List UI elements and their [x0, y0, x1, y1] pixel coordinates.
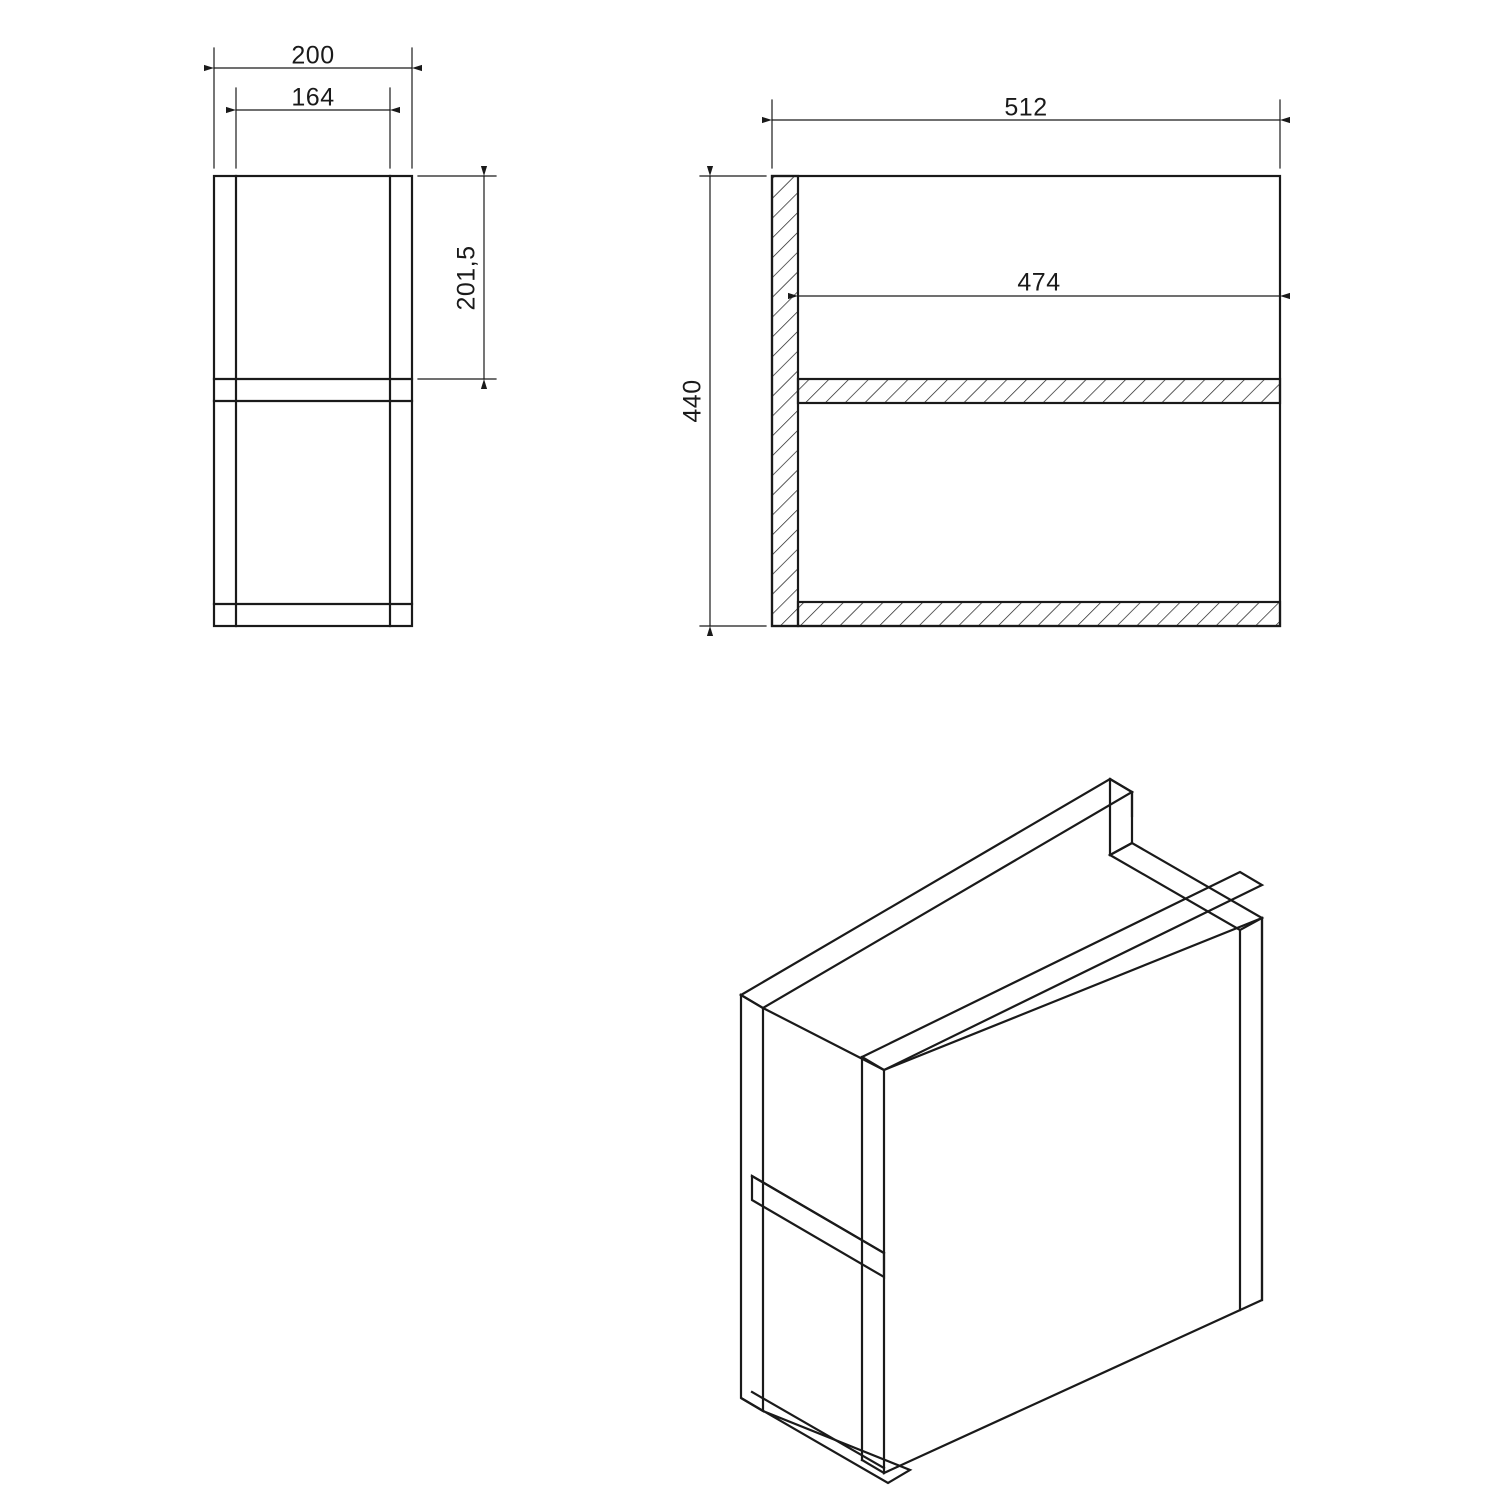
side-view-dimension-lines: [214, 68, 484, 379]
dimension-label-front-overall-width: 512: [1004, 93, 1048, 122]
front-view-shelf-hatch: [798, 379, 1280, 403]
isometric-view-geometry: [741, 779, 1262, 1483]
dimension-label-side-inner-width: 164: [291, 83, 335, 112]
dimension-label-front-overall-height: 440: [678, 379, 707, 423]
side-view-extension-lines: [214, 48, 496, 379]
front-view-bottom-panel-hatch: [798, 602, 1280, 626]
side-view-geometry: [214, 176, 412, 626]
dimension-label-front-inner-width: 474: [1017, 268, 1061, 297]
dimension-label-side-upper-height: 201,5: [452, 245, 481, 311]
front-view-left-panel-hatch: [772, 176, 798, 626]
dimension-label-side-overall-width: 200: [291, 41, 335, 70]
